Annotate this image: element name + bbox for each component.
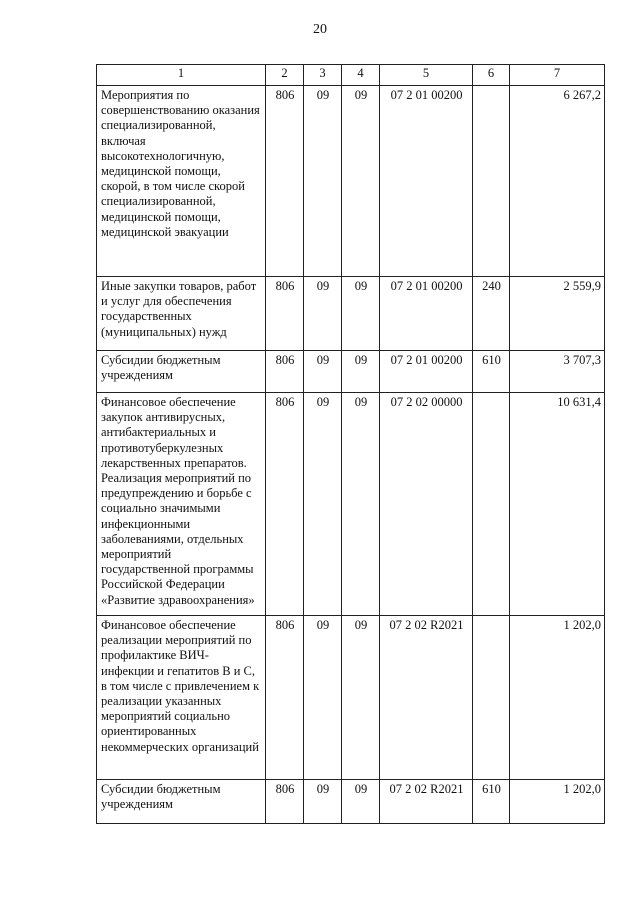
header-row [97, 65, 605, 86]
row-podrazdel: 09 [342, 780, 380, 824]
page-number: 20 [313, 22, 327, 37]
row-sum: 10 631,4 [510, 393, 605, 616]
row-razdel: 09 [304, 780, 342, 824]
row-podrazdel: 09 [342, 86, 380, 277]
row-grbs: 806 [266, 351, 304, 393]
table-row [97, 780, 605, 824]
row-sum: 1 202,0 [510, 780, 605, 824]
row-razdel: 09 [304, 393, 342, 616]
row-razdel: 09 [304, 616, 342, 780]
header-cell: 3 [304, 65, 342, 86]
row-vr: 610 [473, 351, 510, 393]
row-razdel: 09 [304, 86, 342, 277]
row-sum: 6 267,2 [510, 86, 605, 277]
row-vr: 610 [473, 780, 510, 824]
header-cell: 2 [266, 65, 304, 86]
row-csr: 07 2 02 R2021 [380, 616, 473, 780]
row-csr: 07 2 02 00000 [380, 393, 473, 616]
row-name: Мероприятия по совершенствованию оказания специализированной, включая высокотехнологичную, медицинской помощи, скорой, в том числе скорой специализированной, медицинской помощи, медицинской эвакуации [97, 86, 266, 277]
row-grbs: 806 [266, 393, 304, 616]
header-cell: 5 [380, 65, 473, 86]
table-row [97, 86, 605, 277]
table-row [97, 351, 605, 393]
row-podrazdel: 09 [342, 393, 380, 616]
row-grbs: 806 [266, 780, 304, 824]
row-podrazdel: 09 [342, 616, 380, 780]
row-name: Финансовое обеспечение закупок антивирусных, антибактериальных и противотуберкулезных лекарственных препаратов. Реализация мероприятий по предупреждению и борьбе с социально значимыми инфекционными заболеваниями, отдельных мероприятий государственной программы Российской Федерации «Развитие здравоохранения» [97, 393, 266, 616]
header-cell: 4 [342, 65, 380, 86]
row-razdel: 09 [304, 277, 342, 351]
row-sum: 1 202,0 [510, 616, 605, 780]
row-name: Субсидии бюджетным учреждениям [97, 780, 266, 824]
table-row [97, 616, 605, 780]
table-row [97, 277, 605, 351]
header-cell: 6 [473, 65, 510, 86]
row-csr: 07 2 01 00200 [380, 351, 473, 393]
row-name: Иные закупки товаров, работ и услуг для обеспечения государственных (муниципальных) нужд [97, 277, 266, 351]
row-csr: 07 2 02 R2021 [380, 780, 473, 824]
row-sum: 2 559,9 [510, 277, 605, 351]
row-csr: 07 2 01 00200 [380, 86, 473, 277]
row-vr [473, 616, 510, 780]
row-name: Финансовое обеспечение реализации мероприятий по профилактике ВИЧ-инфекции и гепатитов В и С, в том числе с привлечением к реализации указанных мероприятий социально ориентированных некоммерческих организаций [97, 616, 266, 780]
row-vr [473, 86, 510, 277]
header-cell: 1 [97, 65, 266, 86]
row-grbs: 806 [266, 616, 304, 780]
row-sum: 3 707,3 [510, 351, 605, 393]
row-vr: 240 [473, 277, 510, 351]
budget-table [96, 64, 605, 824]
row-podrazdel: 09 [342, 277, 380, 351]
row-vr [473, 393, 510, 616]
row-name: Субсидии бюджетным учреждениям [97, 351, 266, 393]
row-grbs: 806 [266, 277, 304, 351]
row-grbs: 806 [266, 86, 304, 277]
table-row [97, 393, 605, 616]
header-cell: 7 [510, 65, 605, 86]
row-csr: 07 2 01 00200 [380, 277, 473, 351]
row-podrazdel: 09 [342, 351, 380, 393]
row-razdel: 09 [304, 351, 342, 393]
